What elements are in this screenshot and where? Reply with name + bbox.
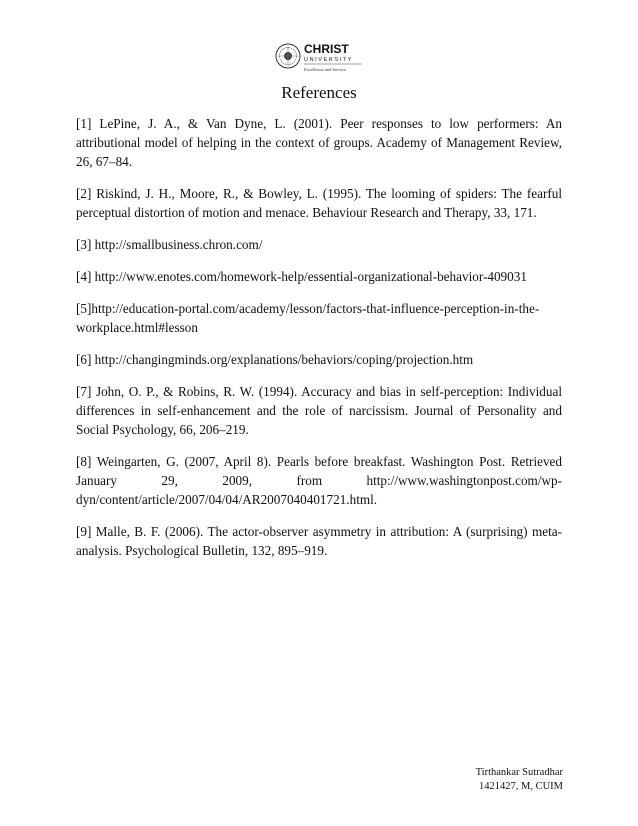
logo-name: CHRIST [304, 42, 349, 56]
reference-line: [5]http://education-portal.com/academy/lesson/factors-that-influence-perception-in-the- [76, 301, 540, 316]
reference-link[interactable]: [6] http://changingminds.org/explanations/behaviors/coping/projection.htm [76, 352, 474, 367]
reference-line: dyn/content/article/2007/04/04/AR2007040401721.html. [76, 492, 378, 507]
reference-link[interactable]: [3] http://smallbusiness.chron.com/ [76, 237, 263, 252]
page-title: References [281, 83, 357, 102]
university-seal-icon [274, 40, 370, 76]
reference-item: [2] Riskind, J. H., Moore, R., & Bowley, L. (1995). The looming of spiders: The fearful perceptual distortion of motion and menace. Behaviour Research and Therapy, 33, 171. [76, 186, 562, 220]
reference-line: workplace.html#lesson [76, 320, 198, 335]
footer-author: Tirthankar Sutradhar [475, 767, 563, 778]
logo-subname: UNIVERSITY [304, 57, 354, 63]
reference-list [76, 114, 562, 573]
reference-line: [8] Weingarten, G. (2007, April 8). Pearls before breakfast. Washington Post. Retrieved January 29, 2009, from http://www.washingtonpost.com/wp- [76, 454, 562, 488]
reference-link[interactable]: [4] http://www.enotes.com/homework-help/essential-organizational-behavior-409031 [76, 269, 527, 284]
footer-id: 1421427, M, CUIM [478, 781, 563, 792]
reference-item [76, 452, 562, 509]
page-footer [476, 766, 563, 794]
reference-item: [7] John, O. P., & Robins, R. W. (1994). Accuracy and bias in self-perception: Individual differences in self-enhancement and the role of narcissism. Journal of Personality and Social Psychology, 66, 206–219. [76, 384, 562, 437]
university-logo [274, 40, 370, 76]
reference-link[interactable] [76, 299, 562, 337]
reference-item: [1] LePine, J. A., & Van Dyne, L. (2001). Peer responses to low performers: An attributional model of helping in the context of groups. Academy of Management Review, 26, 67–84. [76, 116, 562, 169]
reference-item: [9] Malle, B. F. (2006). The actor-observer asymmetry in attribution: A (surprising) meta-analysis. Psychological Bulletin, 132, 895–919. [76, 524, 562, 558]
logo-tagline: Excellence and Service [304, 67, 346, 72]
